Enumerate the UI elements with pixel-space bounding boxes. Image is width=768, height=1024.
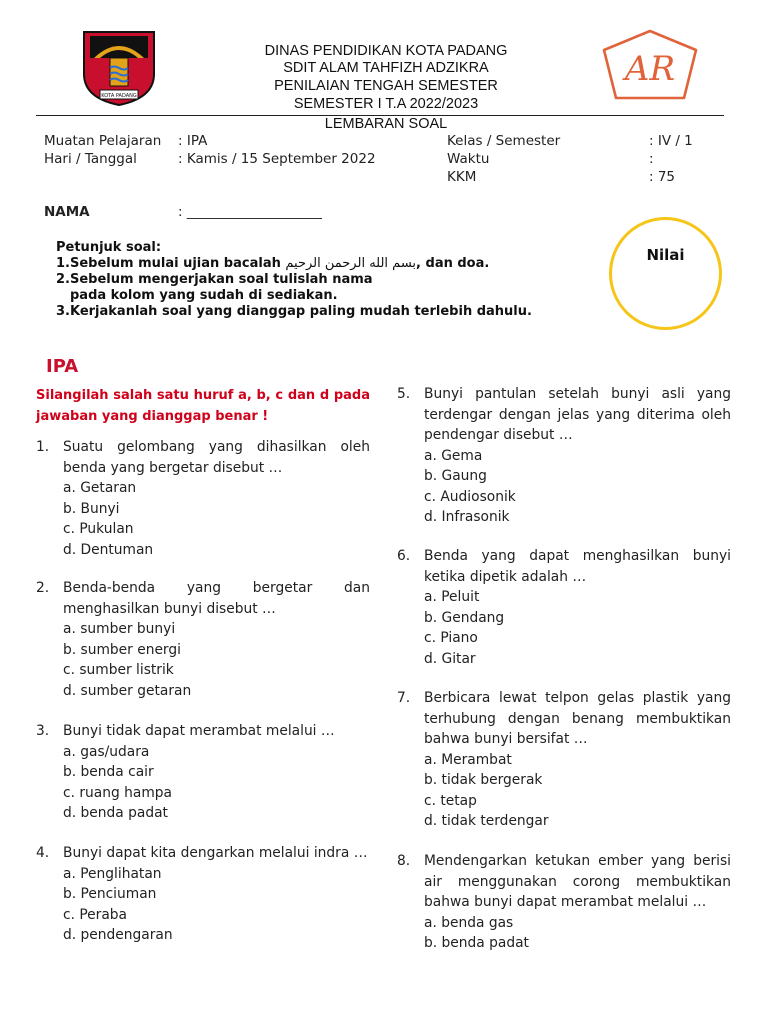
- question-stem: Bunyi tidak dapat merambat melalui …: [63, 723, 335, 739]
- answer-directive: Silangilah salah satu huruf a, b, c dan d pada jawaban yang dianggap benar !: [36, 388, 370, 424]
- question-stem: Benda-benda yang bergetar dan menghasilkan bunyi disebut …: [63, 580, 370, 617]
- subject-value: : IPA: [178, 133, 208, 149]
- date-label: Hari / Tanggal: [44, 151, 137, 167]
- answer-option[interactable]: b. benda cair: [63, 764, 154, 780]
- instructions-title: Petunjuk soal:: [56, 240, 162, 255]
- answer-option[interactable]: c. sumber listrik: [63, 662, 174, 678]
- answer-option[interactable]: d. Infrasonik: [424, 509, 510, 525]
- answer-option[interactable]: d. benda padat: [63, 805, 168, 821]
- answer-option[interactable]: c. Pukulan: [63, 521, 134, 537]
- name-field[interactable]: : ____________________: [178, 204, 322, 220]
- instruction-item-1: 1.Sebelum mulai ujian bacalah بسم الله الرحمن الرحيم, dan doa.: [56, 256, 490, 271]
- class-value: : IV / 1: [649, 133, 693, 149]
- answer-option[interactable]: c. Peraba: [63, 906, 128, 923]
- answer-option[interactable]: b. Gaung: [424, 468, 487, 484]
- question-4: 4. Bunyi dapat kita dengarkan melalui indra … a. Penglihatan b. Penciuman c. Peraba d. pendengaran: [36, 843, 370, 946]
- time-label: Waktu: [447, 151, 490, 167]
- answer-option[interactable]: b. tidak bergerak: [424, 772, 543, 788]
- answer-option[interactable]: a. Peluit: [424, 589, 480, 605]
- answer-option[interactable]: c. ruang hampa: [63, 784, 172, 801]
- answer-option[interactable]: d. pendengaran: [63, 927, 173, 943]
- header-school: SDIT ALAM TAHFIZH ADZIKRA: [283, 60, 489, 76]
- answer-option[interactable]: a. Getaran: [63, 480, 137, 496]
- answer-option[interactable]: a. Penglihatan: [63, 865, 162, 882]
- answer-option[interactable]: c. tetap: [424, 792, 477, 809]
- question-7: 7. Berbicara lewat telpon gelas plastik yang terhubung dengan benang membuktikan bahwa bunyi bersifat … a. Merambat b. tidak bergerak c. tetap d. tidak terdengar: [397, 688, 731, 832]
- instruction-item-2-cont: pada kolom yang sudah di sediakan.: [70, 288, 338, 303]
- question-5: 5. Bunyi pantulan setelah bunyi asli yang terdengar dengan jelas yang diterima oleh pendengar disebut … a. Gema b. Gaung c. Audiosonik d. Infrasonik: [397, 384, 731, 528]
- section-title: IPA: [46, 356, 79, 377]
- answer-option[interactable]: a. Merambat: [424, 751, 512, 768]
- question-stem: Bunyi dapat kita dengarkan melalui indra …: [63, 845, 368, 861]
- name-label: NAMA: [44, 204, 90, 220]
- answer-option[interactable]: b. Penciuman: [63, 886, 157, 902]
- answer-option[interactable]: b. Gendang: [424, 609, 505, 626]
- answer-option[interactable]: d. Dentuman: [63, 541, 154, 558]
- question-6: 6. Benda yang dapat menghasilkan bunyi ketika dipetik adalah … a. Peluit b. Gendang c. Piano d. Gitar: [397, 546, 731, 669]
- exam-info: [0, 0, 768, 240]
- question-stem: Benda yang dapat menghasilkan bunyi ketika dipetik adalah …: [424, 548, 731, 585]
- time-value: :: [649, 151, 654, 167]
- answer-option[interactable]: b. benda padat: [424, 935, 529, 951]
- score-circle[interactable]: [609, 217, 722, 330]
- answer-option[interactable]: d. sumber getaran: [63, 682, 192, 699]
- answer-option[interactable]: c. Piano: [424, 630, 478, 646]
- answer-option[interactable]: a. sumber bunyi: [63, 621, 176, 637]
- answer-option[interactable]: a. gas/udara: [63, 743, 150, 760]
- question-1: 1. Suatu gelombang yang dihasilkan oleh benda yang bergetar disebut … a. Getaran b. Bunyi c. Pukulan d. Dentuman: [36, 437, 370, 560]
- header-exam: PENILAIAN TENGAH SEMESTER: [274, 78, 498, 94]
- answer-option[interactable]: a. Gema: [424, 447, 483, 464]
- score-label: Nilai: [646, 246, 685, 264]
- question-stem: Suatu gelombang yang dihasilkan oleh benda yang bergetar disebut …: [63, 439, 370, 476]
- question-3: 3. Bunyi tidak dapat merambat melalui … a. gas/udara b. benda cair c. ruang hampa d. benda padat: [36, 721, 370, 824]
- class-label: Kelas / Semester: [447, 133, 561, 149]
- answer-option[interactable]: b. Bunyi: [63, 500, 120, 517]
- question-stem: Mendengarkan ketukan ember yang berisi air menggunakan corong membuktikan bahwa bunyi dapat merambat melalui …: [424, 853, 731, 910]
- page-title: LEMBARAN SOAL: [324, 116, 448, 132]
- answer-option[interactable]: d. tidak terdengar: [424, 813, 549, 829]
- answer-option[interactable]: c. Audiosonik: [424, 488, 516, 505]
- svg-text:AR: AR: [624, 49, 676, 89]
- question-stem: Berbicara lewat telpon gelas plastik yang terhubung dengan benang membuktikan bahwa bunyi bersifat …: [424, 690, 731, 747]
- instruction-item-2: 2.Sebelum mengerjakan soal tulislah nama: [56, 272, 373, 287]
- basmalah-text: بسم الله الرحمن الرحيم: [285, 256, 417, 271]
- kkm-label: KKM: [447, 169, 477, 185]
- date-value: : Kamis / 15 September 2022: [178, 151, 376, 167]
- instructions: [56, 240, 532, 320]
- question-stem: Bunyi pantulan setelah bunyi asli yang terdengar dengan jelas yang diterima oleh pendengar disebut …: [424, 386, 731, 443]
- header-agency: DINAS PENDIDIKAN KOTA PADANG: [264, 43, 508, 59]
- question-8: 8. Mendengarkan ketukan ember yang berisi air menggunakan corong membuktikan bahwa bunyi dapat merambat melalui … a. benda gas b. benda padat: [397, 851, 731, 954]
- answer-option[interactable]: b. sumber energi: [63, 641, 181, 658]
- instruction-item-3: 3.Kerjakanlah soal yang dianggap paling mudah terlebih dahulu.: [56, 304, 532, 319]
- answer-option[interactable]: d. Gitar: [424, 650, 476, 667]
- svg-text:KOTA PADANG: KOTA PADANG: [101, 93, 137, 99]
- subject-label: Muatan Pelajaran: [44, 133, 162, 149]
- kkm-value: : 75: [649, 169, 676, 185]
- question-2: 2. Benda-benda yang bergetar dan menghasilkan bunyi disebut … a. sumber bunyi b. sumber energi c. sumber listrik d. sumber getaran: [36, 578, 370, 701]
- header-semester: SEMESTER I T.A 2022/2023: [293, 96, 479, 112]
- answer-option[interactable]: a. benda gas: [424, 914, 514, 931]
